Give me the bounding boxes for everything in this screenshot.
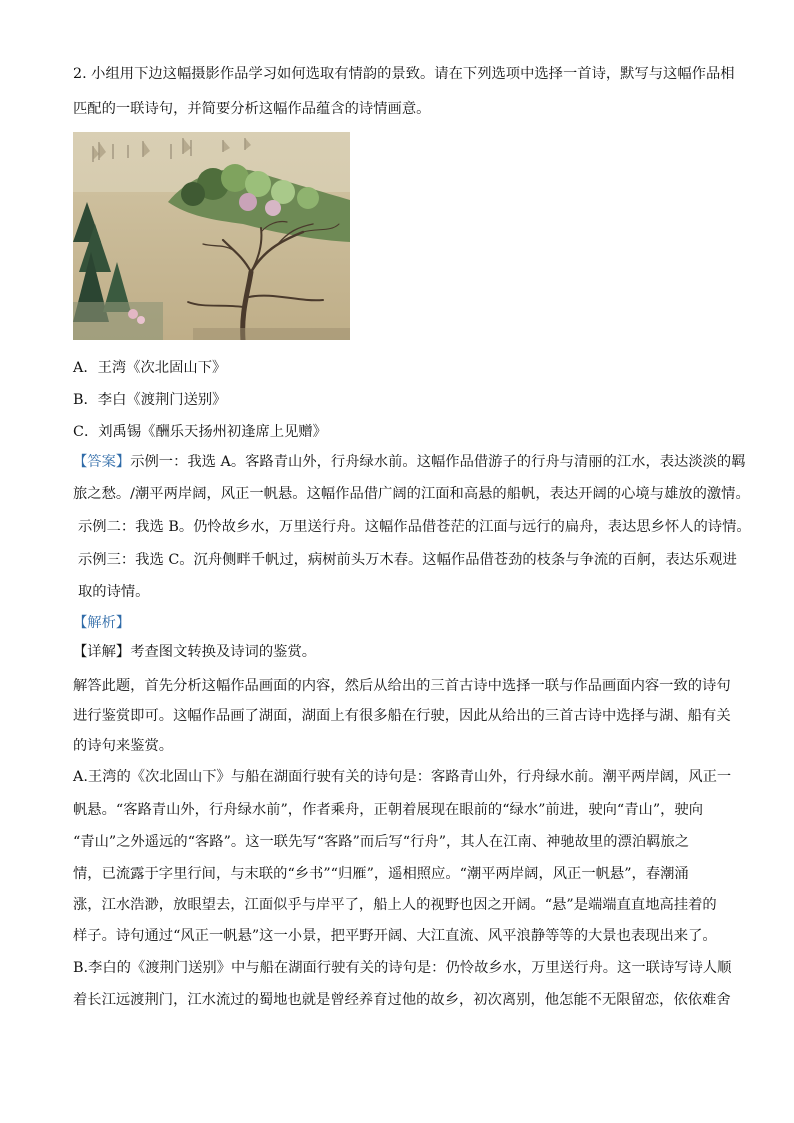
option-b: B．李白《渡荆门送别》	[73, 392, 227, 408]
detail-line: 帆悬。“客路青山外，行舟绿水前”，作者乘舟，正朝着展现在眼前的“绿水”前进，驶向“青山”，驶向	[73, 802, 704, 818]
option-c: C．刘禹锡《酬乐天扬州初逢席上见赠》	[73, 424, 327, 440]
detail-line: A.王湾的《次北固山下》与船在湖面行驶有关的诗句是：客路青山外，行舟绿水前。潮平两岸阔，风正一	[73, 769, 732, 785]
detail-line: 样子。诗句通过“风正一帆悬”这一小景，把平野开阔、大江直流、风平浪静等等的大景也表现出来了。	[73, 928, 717, 944]
detail-line: 情，已流露于字里行间，与末联的“乡书”“归雁”，遥相照应。“潮平两岸阔，风正一帆悬”，春潮涌	[73, 866, 689, 882]
detail-line: 进行鉴赏即可。这幅作品画了湖面，湖面上有很多船在行驶，因此从给出的三首古诗中选择与湖、船有关	[73, 708, 731, 724]
answer-text-1: 示例一：我选 A。客路青山外，行舟绿水前。这幅作品借游子的行舟与清丽的江水，表达淡淡的羁	[130, 454, 746, 470]
question-text-line-2: 匹配的一联诗句，并简要分析这幅作品蕴含的诗情画意。	[73, 101, 431, 117]
question-text-line-1: 2. 小组用下边这幅摄影作品学习如何选取有情韵的景致。请在下列选项中选择一首诗，默写与这幅作品相	[73, 66, 735, 82]
answer-line-2: 旅之愁。/潮平两岸阔，风正一帆悬。这幅作品借广阔的江面和高悬的船帆，表达开阔的心境与雄放的激情。	[73, 486, 750, 502]
detail-label: 【详解】	[73, 644, 131, 660]
answer-line-4: 示例三：我选 C。沉舟侧畔千帆过，病树前头万木春。这幅作品借苍劲的枝条与争流的百舸，表达乐观进	[78, 552, 737, 568]
analysis-label: 【解析】	[73, 615, 131, 631]
answer-line-1	[73, 452, 746, 472]
detail-line: 的诗句来鉴赏。	[73, 738, 174, 754]
detail-intro: 考查图文转换及诗词的鉴赏。	[130, 644, 317, 660]
detail-heading	[73, 642, 316, 662]
answer-label: 【答案】	[73, 454, 131, 470]
answer-line-5: 取的诗情。	[78, 584, 150, 600]
option-a: A．王湾《次北固山下》	[73, 360, 227, 376]
detail-line: “青山”之外遥远的“客路”。这一联先写“客路”而后写“行舟”，其人在江南、神驰故里的漂泊羁旅之	[73, 834, 690, 850]
detail-line: 着长江远渡荆门，江水流过的蜀地也就是曾经养育过他的故乡，初次离别，他怎能不无限留恋，依依难舍	[73, 992, 731, 1008]
landscape-painting-image	[73, 132, 350, 340]
detail-line: B.李白的《渡荆门送别》中与船在湖面行驶有关的诗句是：仍怜故乡水，万里送行舟。这一联诗写诗人顺	[73, 960, 732, 976]
answer-line-3: 示例二：我选 B。仍怜故乡水，万里送行舟。这幅作品借苍茫的江面与远行的扁舟，表达思乡怀人的诗情。	[78, 519, 751, 535]
detail-line: 解答此题，首先分析这幅作品画面的内容，然后从给出的三首古诗中选择一联与作品画面内容一致的诗句	[73, 678, 731, 694]
detail-line: 涨，江水浩渺，放眼望去，江面似乎与岸平了，船上人的视野也因之开阔。“悬”是端端直直地高挂着的	[73, 897, 717, 913]
